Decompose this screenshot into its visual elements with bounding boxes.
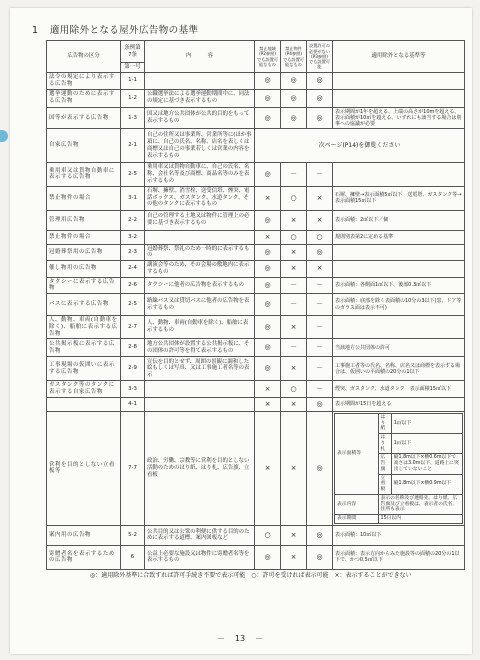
row-category: タクシーに表示する広告物	[47, 277, 121, 294]
row-category: 選挙運動のために表示する広告物	[47, 89, 121, 107]
row-article: 1-2	[121, 89, 145, 107]
row-symbol-area: ◎	[255, 339, 281, 357]
row-article: 2-7	[121, 316, 145, 339]
row-criteria: 表示期間が1年を超える、上端の高さが10mを超える、表示面積が10㎡を超える、いずれにも該当する場合は別事への協議が必要	[333, 107, 465, 129]
content-label: 表示内容	[335, 494, 379, 514]
criteria-sub-type: はり紙	[378, 413, 391, 433]
row-content: 石塀、擁壁、消雪栓、送受信塔、煙突、電話ボックス、ガスタンク、水道タンク、その他のタンクに表示するもの	[145, 186, 255, 210]
row-symbol-object: ×	[281, 357, 307, 381]
row-symbol-area: ◎	[255, 545, 281, 569]
row-symbol-permit: ×	[307, 210, 333, 230]
table-row	[47, 381, 465, 398]
row-content	[145, 381, 255, 398]
row-article: 2-5	[121, 163, 145, 186]
table-row	[47, 163, 465, 186]
table-row	[47, 397, 465, 411]
row-symbol-permit: ○	[307, 230, 333, 244]
heading-title: 適用除外となる屋外広告物の基準	[49, 25, 199, 36]
row-symbol-permit: ◎	[307, 89, 333, 107]
header-permit-not-required: 設置許可の必要がない(P3参照)でも設置可能	[307, 41, 333, 73]
row-symbol-area: ◎	[255, 210, 281, 230]
row-criteria: 石塀、擁壁→表示面積5㎡以下 送電塔、ガスタンク等→表示面積15㎡以下	[333, 186, 465, 210]
row-symbol-object: ×	[281, 210, 307, 230]
exemption-table	[46, 40, 465, 570]
criteria-sub-header: 表示面積等	[335, 413, 379, 494]
row-symbol-permit: ×	[307, 186, 333, 210]
nonprofit-criteria	[333, 411, 465, 525]
row-content: タクシーに他者の広告物を表示するもの	[145, 277, 255, 294]
row-symbol-permit: －	[307, 357, 333, 381]
row-symbol-permit: ◎	[307, 244, 333, 261]
row-symbol-object: ◎	[281, 89, 307, 107]
criteria-sub-type: 立看板	[378, 474, 391, 494]
row-criteria: 煙突、ガスタンク、水道タンク 表示面積15㎡以下	[333, 381, 465, 398]
row-symbol-area: ◎	[255, 316, 281, 339]
table-row	[47, 107, 465, 129]
row-symbol-permit: －	[307, 316, 333, 339]
period-label: 表示期間	[335, 515, 379, 524]
row-criteria	[333, 244, 465, 261]
row-category	[47, 397, 121, 411]
table-row	[47, 89, 465, 107]
row-category: 冠婚葬祭用の広告物	[47, 244, 121, 261]
row-article: 2-5	[121, 294, 145, 316]
row-symbol-object: ×	[281, 525, 307, 545]
criteria-sub-value: 縦1.8m以下×横0.6m以下で高さは3.0m以下、道路上に突出していないこと	[391, 454, 462, 474]
nonprofit-criteria-table	[334, 413, 463, 524]
nonprofit-symbol-permit: ◎	[307, 411, 333, 525]
row-symbol-area: ◎	[255, 107, 281, 129]
criteria-sub-value: 縦1.8m以下×横0.9m以下	[391, 474, 462, 494]
row-article: 4-1	[121, 397, 145, 411]
row-symbol-permit: ◎	[307, 545, 333, 569]
criteria-sub-value: 1㎡以下	[391, 434, 462, 454]
period-value: 15日以内	[378, 515, 462, 524]
row-content: 公共目的又は公衆の利便に供する目的のために表示する道標、案内図板など	[145, 525, 255, 545]
row-symbol-area: ◎	[255, 244, 281, 261]
row-article: 5-2	[121, 525, 145, 545]
row-content: 自己の管理する土地又は物件に管理上の必要に基づき表示するもの	[145, 210, 255, 230]
row-category: 自家広告物	[47, 129, 121, 163]
row-content: 公職選挙法による選挙運動期間中に、同法の規定に基づき表示するもの	[145, 89, 255, 107]
row-symbol-area: ◎	[255, 89, 281, 107]
row-article: 2-9	[121, 357, 145, 381]
row-criteria	[333, 261, 465, 278]
row-category: 公共掲示板に表示する広告物	[47, 339, 121, 357]
row-content	[145, 397, 255, 411]
header-article-sub: 第一号	[121, 63, 145, 73]
row-symbol-object: ×	[281, 261, 307, 278]
row-symbol-object: ◎	[281, 107, 307, 129]
row-category: バスに表示する広告物	[47, 294, 121, 316]
row-symbol-permit: ◎	[307, 397, 333, 411]
row-symbol-object: ◎	[281, 73, 307, 90]
row-article: 3-1	[121, 186, 145, 210]
table-row	[47, 525, 465, 545]
nonprofit-symbol-object: ×	[281, 411, 307, 525]
header-prohibited-area: 禁止地域(P2参照)でも設置可能なもの	[255, 41, 281, 73]
row-category: 乗用車又は貨物自動車に表示する広告物	[47, 163, 121, 186]
table-row	[47, 129, 465, 163]
row-symbol-object: ×	[281, 397, 307, 411]
symbol-legend: ◎：適用除外基準に合致すれば許可手続き不要で表示可能 ○：許可を受ければ表示可能 ×：表示することができない	[90, 572, 412, 579]
row-content: 自己の住所又は事業所、営業所等に(ほか事項に、自己の氏名、名称、店名を表しくは商標又は自己の事業若しくは営業の内容を表示するもの	[145, 129, 255, 163]
row-category: 禁止物件の場合	[47, 230, 121, 244]
row-symbol-permit: －	[307, 277, 333, 294]
row-category: ガスタンク等のタンクに表示する自家広告物	[47, 381, 121, 398]
table-row	[47, 73, 465, 90]
row-content	[145, 230, 255, 244]
row-symbol-permit: ◎	[307, 73, 333, 90]
row-article: 3-3	[121, 381, 145, 398]
table-row	[47, 244, 465, 261]
row-symbol-object: ○	[281, 381, 307, 398]
row-article: 2-1	[121, 129, 145, 163]
row-symbol-permit: －	[307, 381, 333, 398]
row-criteria: 表示面積：2㎡以下／個	[333, 210, 465, 230]
criteria-sub-type: はり札	[378, 434, 391, 454]
row-symbol-permit: －	[307, 163, 333, 186]
row-symbol-object: ×	[281, 244, 307, 261]
header-content: 内 容	[145, 41, 255, 73]
row-article: 2-8	[121, 339, 145, 357]
row-content: 公益上必要な施設又は物件に寄贈者名等を表示するもの	[145, 545, 255, 569]
row-criteria: 表示面積：各側面1㎡以下、後部0.3㎡以下	[333, 277, 465, 294]
row-symbol-permit: ◎	[307, 525, 333, 545]
row-criteria: 表示面積：10㎡以下	[333, 525, 465, 545]
row-criteria	[333, 163, 465, 186]
criteria-sub-row	[335, 413, 463, 433]
row-symbol-object: ○	[281, 230, 307, 244]
row-criteria: 表示期間が15日を超える	[333, 397, 465, 411]
table-row	[47, 210, 465, 230]
row-content	[145, 73, 255, 90]
row-criteria: 表示面積：表示方向からみた施設等の面積の20分の1以下で、かつ0.5㎡以下	[333, 545, 465, 569]
row-symbol-object: －	[281, 339, 307, 357]
table-row	[47, 277, 465, 294]
row-article: 6	[121, 545, 145, 569]
row-article: 2-3	[121, 244, 145, 261]
row-symbol-area: ×	[255, 230, 281, 244]
row-symbol-area: ◎	[255, 163, 281, 186]
row-symbol-object: ×	[281, 316, 307, 339]
row-criteria: 当該地方公共団体の許可	[333, 339, 465, 357]
row-symbol-area: ×	[255, 381, 281, 398]
table-row	[47, 339, 465, 357]
row-content: 講演会等のため、その会場の敷地内に表示するもの	[145, 261, 255, 278]
content-value: 表示の名称及び連絡先、はり紙、広告旗及び立看板は、表示者の氏名、住所も表示	[378, 494, 462, 514]
row-criteria: 表示面積：底部を除く表面積の10分の3以下(窓、ドア等のガラス面は表示不可)	[333, 294, 465, 316]
row-article: 2-4	[121, 261, 145, 278]
row-category: 法令の規定により表示する広告物	[47, 73, 121, 90]
row-symbol-permit: －	[307, 339, 333, 357]
row-content: 地方公共団体が設置する公共掲示板に、その団体の許可等を得て表示するもの	[145, 339, 255, 357]
table-row	[47, 316, 465, 339]
page-tab-marker	[0, 130, 8, 142]
table-row	[47, 294, 465, 316]
row-symbol-area: ×	[255, 186, 281, 210]
row-category: 工事現場の仮囲いに表示する広告物	[47, 357, 121, 381]
row-content: 宣伝を目的とせず、周囲の景観に調和した絵もしくは写真、又は工事施工者名等の表示	[145, 357, 255, 381]
row-criteria: 規則別表第2に定める基準	[333, 230, 465, 244]
row-criteria	[333, 73, 465, 90]
page-number: － 13 －	[216, 634, 264, 643]
table-row	[47, 186, 465, 210]
row-symbol-area: ◎	[255, 277, 281, 294]
nonprofit-article: 7-7	[121, 411, 145, 525]
row-article: 2-2	[121, 210, 145, 230]
row-symbol-permit: ◎	[307, 107, 333, 129]
row-content: 路線バス又は貸切バスに他者の広告物を表示するもの	[145, 294, 255, 316]
criteria-sub-value: 1㎡以下	[391, 413, 462, 433]
row-category: 管理用広告物	[47, 210, 121, 230]
row-article: 1-3	[121, 107, 145, 129]
row-symbol-permit: －	[307, 294, 333, 316]
row-symbol-object: ○	[281, 186, 307, 210]
row-symbol-area: ×	[255, 397, 281, 411]
table-row	[47, 230, 465, 244]
table-row	[47, 545, 465, 569]
nonprofit-category: 営利を目的としない立看板等	[47, 411, 121, 525]
row-criteria-link[interactable]: 次ページ(P14)を御覧ください	[255, 129, 465, 163]
row-content: 国又は地方公共団体が公共的目的をもって表示するもの	[145, 107, 255, 129]
row-category: 寄贈者名を表示するための広告物	[47, 545, 121, 569]
table-row	[47, 357, 465, 381]
row-symbol-area: ◎	[255, 261, 281, 278]
row-category: 催し物用の広告物	[47, 261, 121, 278]
row-criteria: 工事施工者等の氏名、名称、店名又は商標を表示する場合は、仮囲いの平面積の20分の1以下	[333, 357, 465, 381]
row-symbol-object: －	[281, 163, 307, 186]
row-symbol-area: ◎	[255, 73, 281, 90]
row-content: 冠婚葬祭、祭礼のため一時的に表示するもの	[145, 244, 255, 261]
row-content: 乗用車又は貨物自動車に、自己の氏名、名称、会社名等及び商標、商品名等のみを表示するもの	[145, 163, 255, 186]
section-heading	[32, 22, 198, 36]
header-article: 条例第7条	[121, 41, 145, 63]
row-category: 国等が表示する広告物	[47, 107, 121, 129]
row-category: 禁止物件の場合	[47, 186, 121, 210]
row-criteria	[333, 89, 465, 107]
row-symbol-object: ×	[281, 545, 307, 569]
row-article: 2-6	[121, 277, 145, 294]
header-prohibited-object: 禁止物件(P4参照)でも設置可能なもの	[281, 41, 307, 73]
nonprofit-content: 政治、労働、宗教等に営利を目的としない活動のためのはり紙、はり札、広告旗、立看板	[145, 411, 255, 525]
row-content: 人、動物、車両(自動車を除く)、船舶に表示するもの	[145, 316, 255, 339]
row-article: 1-1	[121, 73, 145, 90]
table-row	[47, 261, 465, 278]
row-criteria	[333, 316, 465, 339]
row-symbol-object: －	[281, 277, 307, 294]
header-criteria: 適用除外となる基準等	[333, 41, 465, 73]
row-symbol-area: ◎	[255, 357, 281, 381]
row-symbol-area: ○	[255, 525, 281, 545]
row-category: 案内用の広告物	[47, 525, 121, 545]
nonprofit-symbol-area: ×	[255, 411, 281, 525]
heading-number: 1	[32, 25, 39, 36]
row-category: 人、動物、車両(自動車を除く)、船舶に表示する広告物	[47, 316, 121, 339]
row-article: 3-2	[121, 230, 145, 244]
criteria-sub-type: 広告旗	[378, 454, 391, 474]
row-symbol-permit: ×	[307, 261, 333, 278]
row-symbol-area: ◎	[255, 294, 281, 316]
header-category: 広告物の区分	[47, 41, 121, 73]
row-symbol-object: －	[281, 294, 307, 316]
